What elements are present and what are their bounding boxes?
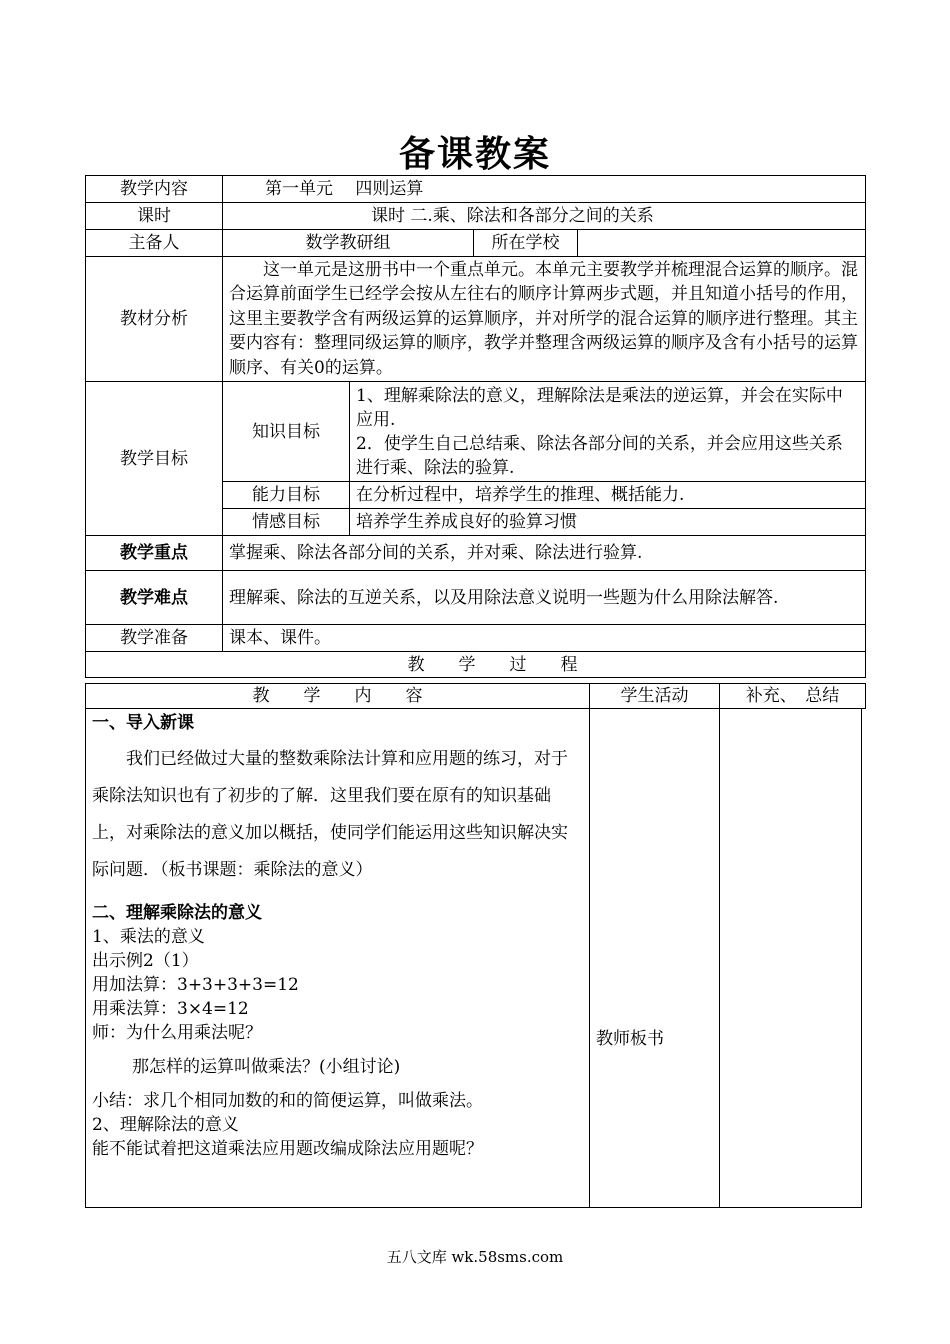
summary-line: 小结：求几个相同加数的和的简便运算，叫做乘法。	[92, 1091, 483, 1111]
student-activity: 教师板书	[590, 709, 720, 1208]
lesson-label: 课时	[86, 203, 223, 230]
key-point-text: 掌握乘、除法各部分间的关系，并对乘、除法进行验算.	[223, 536, 866, 571]
school-label: 所在学校	[474, 230, 578, 257]
knowledge-goal-1: 1、理解乘除法的意义，理解除法是乘法的逆运算，并会在实际中应用.	[356, 385, 843, 430]
difficulty-text: 理解乘、除法的互逆关系，以及用除法意义说明一些题为什么用除法解答.	[223, 571, 866, 625]
division-meaning: 2、理解除法的意义	[92, 1115, 239, 1135]
multiplication-meaning: 1、乘法的意义	[92, 927, 205, 947]
preparer-value: 数学教研组	[223, 230, 474, 257]
lesson-value: 课时 二.乘、除法和各部分之间的关系	[223, 203, 866, 230]
section1-text: 我们已经做过大量的整数乘除法计算和应用题的练习，对于乘除法知识也有了初步的了解．这里我们要在原有的知识基础上，对乘除法的意义加以概括，使同学们能运用这些知识解决实际问题．（板书课题：乘除法的意义）	[92, 749, 568, 880]
process-title: 教 学 过 程	[86, 652, 866, 678]
goals-label: 教学目标	[86, 382, 223, 536]
lesson-body-table	[85, 708, 862, 1208]
preparation-text: 课本、课件。	[223, 625, 866, 652]
knowledge-goal-2: 2．使学生自己总结乘、除法各部分间的关系，并会应用这些关系进行乘、除法的验算.	[356, 433, 843, 478]
preparation-label: 教学准备	[86, 625, 223, 652]
section1-heading: 一、导入新课	[92, 713, 194, 733]
knowledge-goal-label: 知识目标	[223, 382, 350, 482]
col-student-header: 学生活动	[590, 684, 720, 709]
emotion-goal-label: 情感目标	[223, 509, 350, 536]
content-label: 教学内容	[86, 176, 223, 203]
lesson-plan-header-table	[85, 175, 866, 678]
preparer-label: 主备人	[86, 230, 223, 257]
col-content-header: 教 学 内 容	[86, 684, 590, 709]
analysis-label: 教材分析	[86, 257, 223, 382]
key-point-label: 教学重点	[86, 536, 223, 571]
page-title: 备课教案	[398, 134, 551, 175]
ability-goal-label: 能力目标	[223, 482, 350, 509]
addition-line: 用加法算：3+3+3+3=12	[92, 975, 299, 995]
col-notes-header: 补充、 总结	[720, 684, 866, 709]
section2-heading: 二、理解乘除法的意义	[92, 903, 262, 923]
notes-cell	[720, 709, 862, 1208]
analysis-text: 这一单元是这册书中一个重点单元。本单元主要教学并梳理混合运算的顺序。混合运算前面学生已经学会按从左往右的顺序计算两步式题，并且知道小括号的作用，这里主要教学含有两级运算的运算顺序，并对所学的混合运算的顺序进行整理。其主要内容有：整理同级运算的顺序，教学并整理含两级运算的顺序及含有小括号的运算顺序、有关0的运算。	[223, 257, 866, 382]
example-line: 出示例2（1）	[92, 951, 199, 971]
emotion-goal-text: 培养学生养成良好的验算习惯	[350, 509, 866, 536]
school-value	[578, 230, 866, 257]
rewrite-question: 能不能试着把这道乘法应用题改编成除法应用题呢？	[92, 1139, 483, 1159]
content-value: 第一单元 四则运算	[223, 176, 866, 203]
difficulty-label: 教学难点	[86, 571, 223, 625]
ability-goal-text: 在分析过程中，培养学生的推理、概括能力.	[350, 482, 866, 509]
knowledge-goal-text	[350, 382, 866, 482]
question-line: 师：为什么用乘法呢？	[92, 1023, 262, 1043]
footer-watermark: 五八文库 wk.58sms.com	[386, 1248, 564, 1266]
lesson-content	[86, 709, 590, 1208]
multiplication-line: 用乘法算：3×4=12	[92, 999, 249, 1019]
discussion-line: 那怎样的运算叫做乘法？(小组讨论)	[132, 1057, 401, 1077]
process-column-headers	[85, 683, 866, 709]
